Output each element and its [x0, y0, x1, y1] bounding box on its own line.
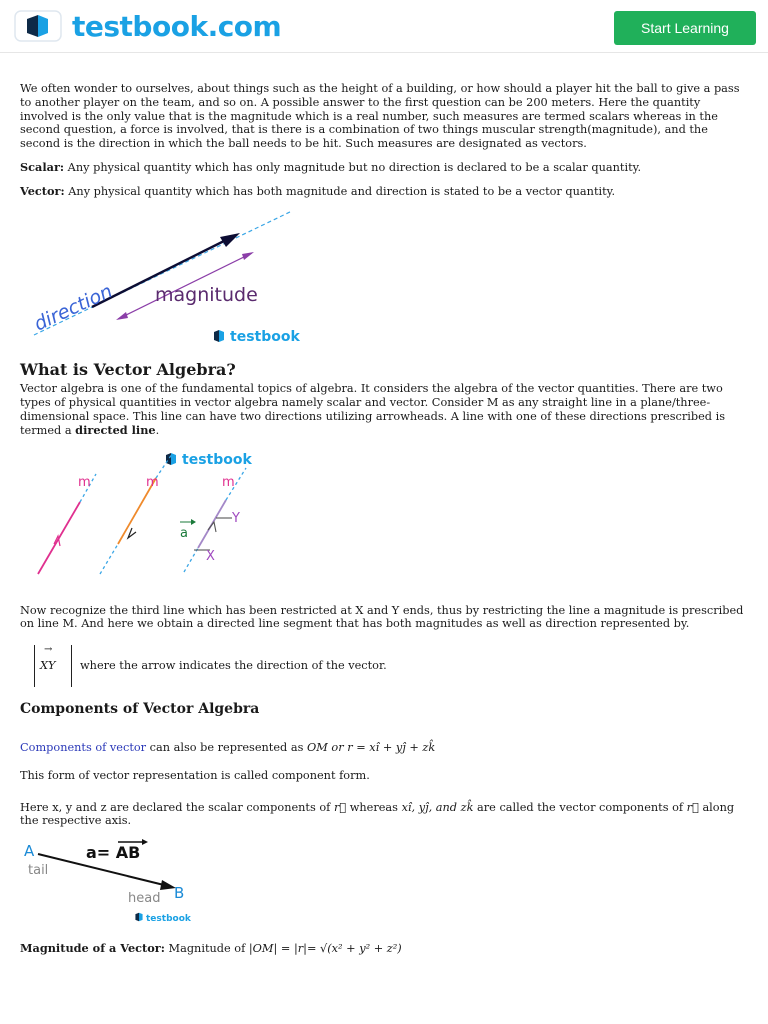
scalar-comp-text-4: along the respective axis.	[20, 800, 735, 828]
tail-label: tail	[28, 863, 49, 879]
scalar-definition	[20, 161, 748, 175]
components-text: can also be represented as	[146, 740, 307, 754]
xy-description: where the arrow indicates the direction of the vector.	[80, 659, 387, 673]
point-a-label: A	[24, 842, 35, 861]
components-paragraph	[20, 741, 748, 755]
vector-definition	[20, 185, 748, 199]
magnitude-formula: = √(x² + y² + z²)	[306, 942, 402, 956]
xy-notation-row	[20, 645, 748, 689]
r-magnitude: |r|	[293, 942, 307, 956]
om-magnitude: |OM|	[248, 942, 278, 956]
components-of-vector-link[interactable]: Components of vector	[20, 740, 147, 754]
testbook-watermark-icon	[135, 913, 142, 922]
figure1-watermark: testbook	[230, 328, 300, 345]
start-learning-button[interactable]: Start Learning	[614, 11, 756, 45]
logo-text: testbook.com	[72, 9, 282, 43]
scalar-comp-text-2: whereas	[346, 800, 402, 814]
testbook-watermark-icon	[214, 330, 224, 342]
point-b-label: B	[174, 884, 185, 903]
directed-lines-figure	[20, 448, 280, 590]
r-vector-symbol: r⃗	[333, 800, 347, 814]
component-formula: OM or r = xî + yĵ + zk̂	[306, 740, 436, 754]
testbook-watermark-icon	[166, 453, 176, 465]
vector-term: Vector:	[20, 183, 65, 198]
magnitude-text: Magnitude of	[164, 942, 249, 956]
article-content	[20, 82, 748, 966]
intro-paragraph: We often wonder to ourselves, about things such as the height of a building, or how should a player hit the ball to give a pass to another player on the team, and so on. A possible answer to the first question can be 200 meters. Here the quantity involved is the only value that is the magnitude which is a real number, such measures are termed scalars whereas in the second question, a force is involved, that is there is a combination of two things muscular strength(magnitude), and the second is the direction in which the ball needs to be hit. Such measures are designated as vectors.	[20, 82, 740, 151]
magnitude-equals: =	[277, 942, 294, 956]
vector-text: Any physical quantity which has both magnitude and direction is stated to be a vector quantity.	[64, 184, 616, 198]
point-y-label: Y	[232, 510, 240, 526]
figure3-watermark: testbook	[146, 914, 191, 925]
testbook-logo[interactable]	[14, 10, 281, 42]
figure2-watermark: testbook	[182, 451, 252, 468]
testbook-logo-icon	[14, 10, 62, 42]
scalar-text: Any physical quantity which has only magnitude but no direction is declared to be a scalar quantity.	[64, 160, 642, 174]
line2-m-label: m	[146, 474, 159, 490]
line3-m-label: m	[222, 474, 235, 490]
site-header	[0, 0, 768, 53]
a-vector-label: a	[180, 525, 188, 541]
vector-components-formula: xî, yĵ, and zk̂	[401, 800, 474, 814]
magnitude-term: Magnitude of a Vector:	[20, 941, 165, 956]
r-vector-symbol-2: r⃗	[686, 800, 699, 814]
point-x-label: X	[206, 548, 215, 564]
vector-algebra-end: .	[155, 423, 160, 437]
component-form-paragraph: This form of vector representation is called component form.	[20, 768, 370, 782]
vector-equation-label: a= AB	[86, 843, 141, 863]
scalar-comp-text-3: are called the vector components of	[473, 800, 687, 814]
section-title-components: Components of Vector Algebra	[20, 701, 260, 718]
scalar-comp-text-1: Here x, y and z are declared the scalar components of	[20, 800, 334, 814]
directed-line-term: directed line	[75, 422, 156, 437]
vector-algebra-text: Vector algebra is one of the fundamental topics of algebra. It considers the algebra of the vector quantities. There are two types of physical quantities in vector algebra namely scalar and vector. Consider M as any straight line in a plane/three-dimensional space. This line can have two directions utilizing arrowheads. A line with one of these directions prescribed is termed a	[20, 382, 725, 437]
head-label: head	[128, 891, 161, 907]
xy-symbol: XY	[40, 659, 56, 673]
abs-bar-right	[71, 645, 72, 687]
magnitude-label: magnitude	[155, 283, 258, 306]
recognize-paragraph: Now recognize the third line which has been restricted at X and Y ends, thus by restricting the line a magnitude is prescribed on line M. And here we obtain a directed line segment that has both magnitudes as well as direction represented by.	[20, 603, 744, 631]
line1-m-label: m	[78, 474, 91, 490]
tail-head-figure	[20, 838, 220, 928]
scalar-components-paragraph	[20, 801, 748, 829]
section-title-vector-algebra: What is Vector Algebra?	[20, 359, 236, 379]
xy-arrow-icon: →	[44, 644, 53, 656]
scalar-term: Scalar:	[20, 159, 65, 174]
magnitude-paragraph	[20, 942, 748, 956]
direction-label: direction	[30, 279, 116, 336]
vector-algebra-paragraph	[20, 382, 748, 437]
direction-magnitude-figure	[20, 209, 320, 351]
abs-bar-left	[34, 645, 35, 687]
